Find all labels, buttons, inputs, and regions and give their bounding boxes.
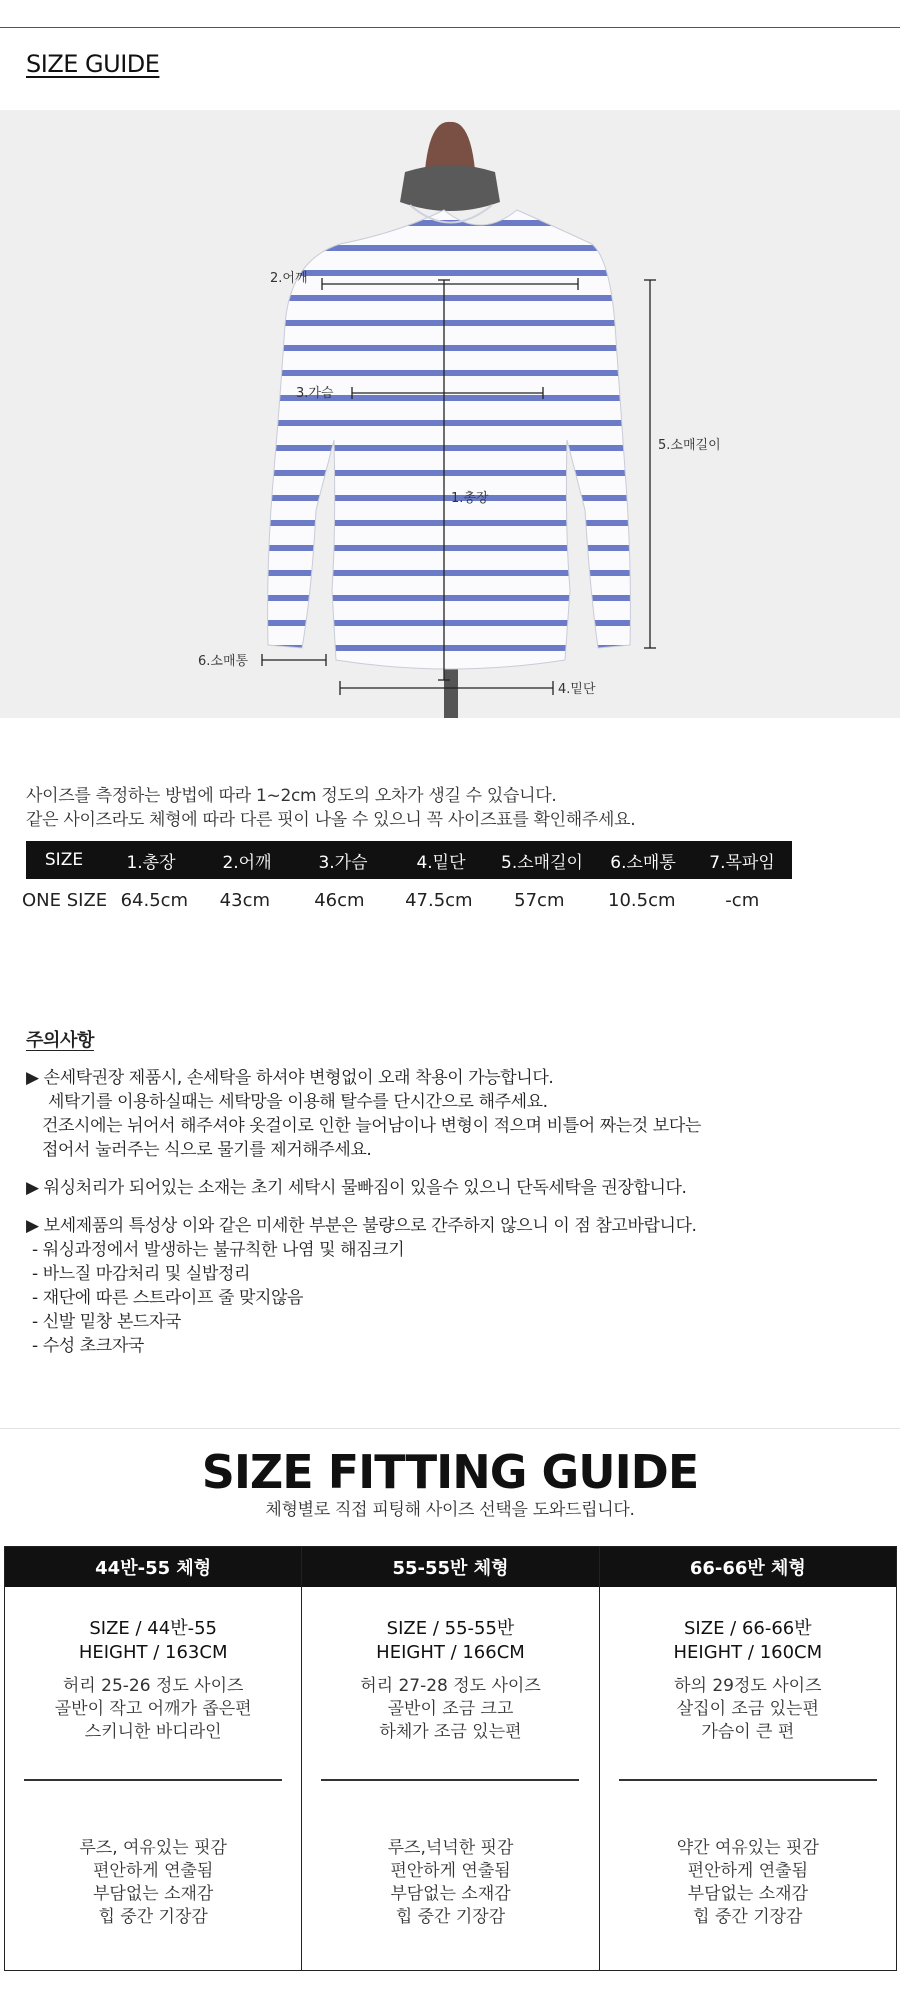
- desc-line: 골반이 작고 어깨가 좁은편: [54, 1699, 252, 1719]
- desc-line: 살집이 조금 있는편: [676, 1699, 819, 1719]
- desc-line: 허리 25-26 정도 사이즈: [62, 1676, 244, 1696]
- notice-block-washing: [26, 1066, 701, 1162]
- size-table: [22, 841, 792, 921]
- notice-line: - 바느질 마감처리 및 실밥정리: [32, 1264, 251, 1284]
- row-cell: 64.5cm: [120, 889, 189, 911]
- label-sleeve-width: 6.소매통: [198, 654, 249, 669]
- size-intro: [26, 784, 635, 832]
- header-cell: 2.어깨: [222, 852, 272, 873]
- fitting-column: [600, 1547, 896, 1970]
- fit-review: [600, 1781, 896, 1970]
- row-cell: 43cm: [219, 889, 271, 911]
- fit-line: 편안하게 연출됨: [390, 1861, 511, 1881]
- section-divider: [0, 1428, 900, 1429]
- fit-line: 편안하게 연출됨: [687, 1861, 808, 1881]
- desc-line: 하의 29정도 사이즈: [674, 1676, 822, 1696]
- fitting-model-info: [5, 1587, 301, 1779]
- row-cell: -cm: [725, 889, 760, 911]
- model-size: SIZE / 44반-55: [89, 1618, 217, 1639]
- header-cell: 3.가슴: [318, 852, 368, 873]
- table-row: [22, 879, 792, 921]
- model-body-description: [674, 1675, 821, 1744]
- label-chest: 3.가슴: [296, 386, 334, 401]
- model-height: HEIGHT / 163CM: [78, 1642, 228, 1663]
- notice-line: ▶ 손세탁권장 제품시, 손세탁을 하셔야 변형없이 오래 착용이 가능합니다.: [26, 1068, 554, 1088]
- fitting-model-info: [302, 1587, 598, 1779]
- fit-review: [302, 1781, 598, 1970]
- model-body-description: [360, 1675, 541, 1744]
- header-cell: 6.소매통: [610, 852, 676, 873]
- row-cell: 57cm: [514, 889, 565, 911]
- fit-line: 부담없는 소재감: [92, 1884, 214, 1904]
- notice-line: 접어서 눌러주는 식으로 물기를 제거해주세요.: [42, 1140, 372, 1160]
- fitting-guide-title: SIZE FITTING GUIDE: [201, 1445, 699, 1499]
- notice-block-washed: [26, 1176, 701, 1200]
- desc-line: 하체가 조금 있는편: [379, 1722, 522, 1742]
- notice-line: - 신발 밑창 본드자국: [32, 1312, 181, 1332]
- header-cell: 1.총장: [126, 852, 176, 873]
- label-shoulder: 2.어깨: [270, 271, 308, 286]
- notice-line: ▶ 보세제품의 특성상 이와 같은 미세한 부분은 불량으로 간주하지 않으니 이 점 참고바랍니다.: [26, 1216, 697, 1236]
- row-cell: ONE SIZE: [22, 889, 108, 911]
- notice-title: 주의사항: [26, 1030, 94, 1051]
- fit-line: 부담없는 소재감: [687, 1884, 808, 1904]
- fitting-guide-table: [4, 1546, 897, 1971]
- header-cell: SIZE: [44, 850, 84, 870]
- desc-line: 골반이 조금 크고: [387, 1699, 514, 1719]
- notice-line: ▶ 워싱처리가 되어있는 소재는 초기 세탁시 물빠짐이 있을수 있으니 단독세탁을 권장합니다.: [26, 1178, 687, 1198]
- care-notice: [26, 1026, 701, 1372]
- intro-line: 사이즈를 측정하는 방법에 따라 1~2cm 정도의 오차가 생길 수 있습니다.: [26, 786, 557, 806]
- label-hem: 4.밑단: [558, 682, 596, 697]
- notice-line: - 재단에 따른 스트라이프 줄 맞지않음: [32, 1288, 304, 1308]
- model-height: HEIGHT / 166CM: [376, 1642, 525, 1663]
- header-cell: 7.목파임: [709, 852, 775, 873]
- label-total-length: 1.총장: [451, 491, 489, 506]
- fit-line: 편안하게 연출됨: [92, 1861, 214, 1881]
- size-guide-title: SIZE GUIDE: [26, 50, 160, 78]
- notice-line: 세탁기를 이용하실때는 세탁망을 이용해 탈수를 단시간으로 해주세요.: [48, 1092, 548, 1112]
- row-cell: 46cm: [314, 889, 365, 911]
- header-cell: 5.소매길이: [501, 852, 583, 873]
- desc-line: 스키니한 바디라인: [84, 1722, 222, 1742]
- row-cell: 47.5cm: [405, 889, 473, 911]
- intro-line: 같은 사이즈라도 체형에 따라 다른 핏이 나올 수 있으니 꼭 사이즈표를 확인해주세요.: [26, 810, 636, 830]
- desc-line: 허리 27-28 정도 사이즈: [360, 1676, 541, 1696]
- fitting-column-header: 55-55반 체형: [302, 1547, 598, 1587]
- fit-review: [5, 1781, 301, 1970]
- fit-line: 약간 여유있는 핏감: [676, 1838, 819, 1858]
- model-size: SIZE / 55-55반: [386, 1618, 515, 1639]
- notice-line: - 수성 초크자국: [32, 1336, 144, 1356]
- header-cell: 4.밑단: [416, 852, 466, 873]
- desc-line: 가슴이 큰 편: [701, 1722, 795, 1742]
- size-table-header: [26, 841, 792, 879]
- fit-line: 힙 중간 기장감: [98, 1907, 208, 1927]
- fitting-column: [5, 1547, 302, 1970]
- product-measurement-image: [0, 110, 900, 718]
- fit-line: 루즈,넉넉한 핏감: [387, 1838, 514, 1858]
- notice-block-defects: [26, 1214, 701, 1358]
- model-height: HEIGHT / 160CM: [673, 1642, 823, 1663]
- fitting-model-info: [600, 1587, 896, 1779]
- fit-line: 부담없는 소재감: [390, 1884, 511, 1904]
- notice-line: - 워싱과정에서 발생하는 불규칙한 나염 및 해짐크기: [32, 1240, 405, 1260]
- top-divider: [0, 27, 900, 28]
- row-cell: 10.5cm: [608, 889, 676, 911]
- fit-line: 루즈, 여유있는 핏감: [79, 1838, 227, 1858]
- model-body-description: [55, 1675, 252, 1744]
- fit-line: 힙 중간 기장감: [693, 1907, 803, 1927]
- fit-line: 힙 중간 기장감: [395, 1907, 506, 1927]
- fitting-column-header: 66-66반 체형: [600, 1547, 896, 1587]
- fitting-guide-subtitle: 체형별로 직접 피팅해 사이즈 선택을 도와드립니다.: [265, 1500, 635, 1520]
- model-size: SIZE / 66-66반: [684, 1618, 812, 1639]
- label-sleeve-length: 5.소매길이: [658, 438, 721, 453]
- notice-line: 건조시에는 뉘어서 해주셔야 옷걸이로 인한 늘어남이나 변형이 적으며 비틀어 짜는것 보다는: [42, 1116, 701, 1136]
- fitting-column: [302, 1547, 599, 1970]
- fitting-column-header: 44반-55 체형: [5, 1547, 301, 1587]
